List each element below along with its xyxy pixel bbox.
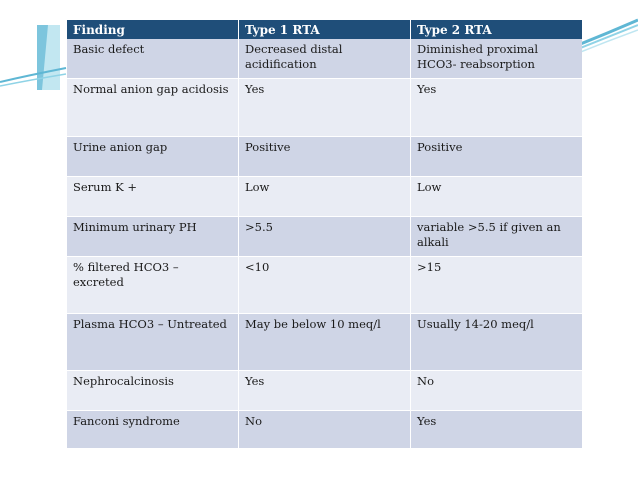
cell-type1: >5.5 [239,217,411,257]
cell-finding: Normal anion gap acidosis [67,79,239,137]
cell-type2: Diminished proximal HCO3- reabsorption [411,39,582,79]
cell-type1: Positive [239,137,411,177]
cell-type2: No [411,371,582,411]
table-header-row [67,20,582,39]
cell-finding: Minimum urinary PH [67,217,239,257]
cell-type1: May be below 10 meq/l [239,314,411,371]
table-row [67,79,582,137]
cell-finding: Urine anion gap [67,137,239,177]
cell-finding: Serum K + [67,177,239,217]
decorative-swoosh-left [0,20,70,90]
cell-type2: Yes [411,79,582,137]
cell-type1: Decreased distal acidification [239,39,411,79]
cell-type1: No [239,411,411,449]
cell-type2: >15 [411,257,582,314]
cell-type2: Yes [411,411,582,449]
table-row [67,217,582,257]
cell-type1: Low [239,177,411,217]
cell-type2: Usually 14-20 meq/l [411,314,582,371]
table-row [67,371,582,411]
cell-type1: Yes [239,79,411,137]
cell-finding: Basic defect [67,39,239,79]
cell-type2: Low [411,177,582,217]
cell-finding: % filtered HCO3 – excreted [67,257,239,314]
table-row [67,257,582,314]
cell-type1: Yes [239,371,411,411]
decorative-swoosh-right [578,15,638,55]
header-type1: Type 1 RTA [239,20,411,39]
table-row [67,39,582,79]
header-type2: Type 2 RTA [411,20,582,39]
table-row [67,411,582,449]
table-row [67,314,582,371]
header-finding: Finding [67,20,239,39]
cell-type2: variable >5.5 if given an alkali [411,217,582,257]
cell-type1: <10 [239,257,411,314]
cell-finding: Plasma HCO3 – Untreated [67,314,239,371]
table-row [67,137,582,177]
cell-finding: Fanconi syndrome [67,411,239,449]
cell-type2: Positive [411,137,582,177]
table-row [67,177,582,217]
rta-comparison-table [67,20,582,449]
cell-finding: Nephrocalcinosis [67,371,239,411]
